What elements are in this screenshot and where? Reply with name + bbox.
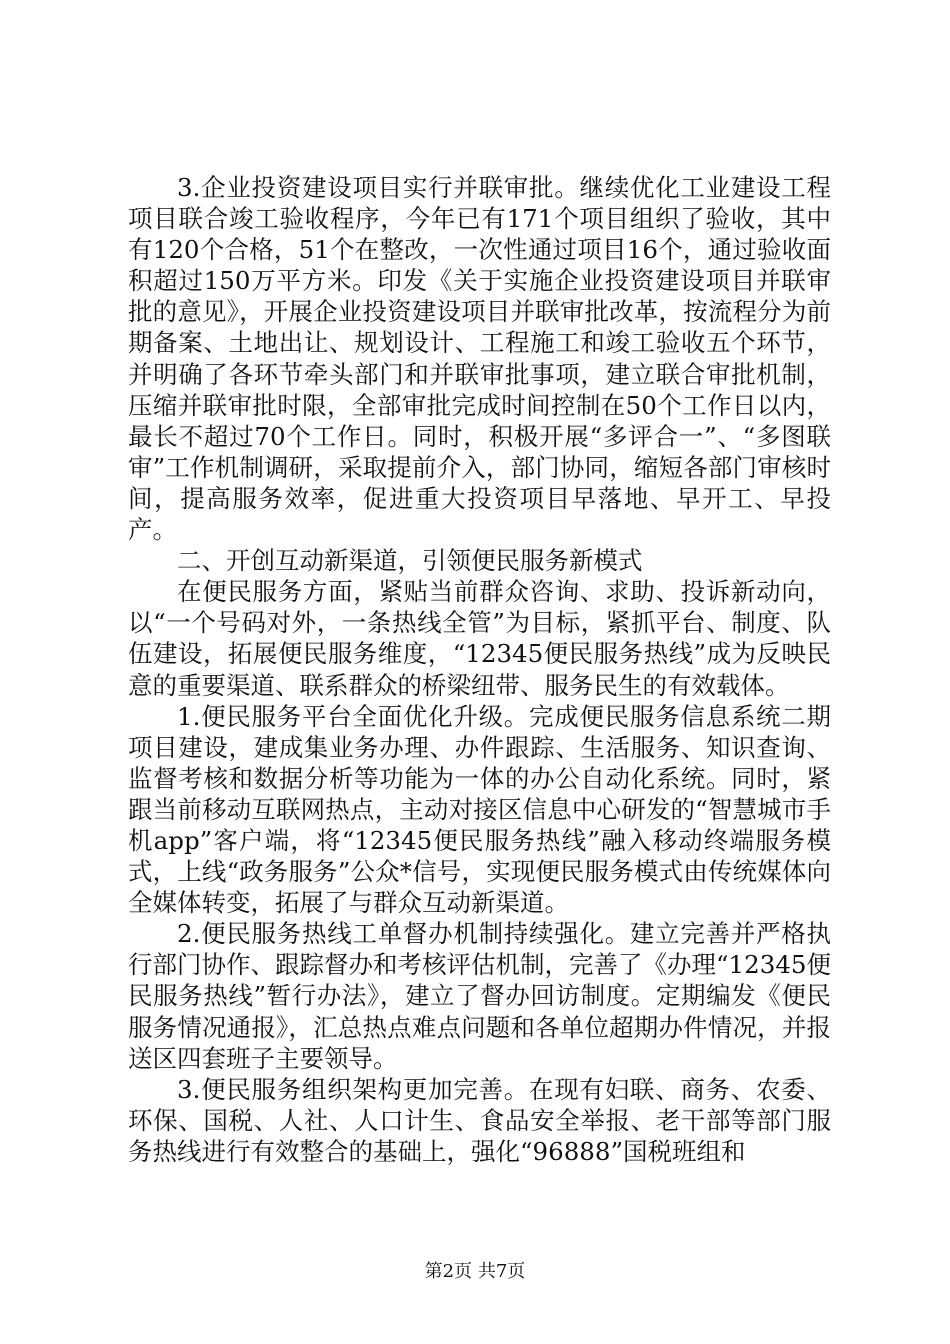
document-body <box>128 172 831 1167</box>
paragraph-platform-upgrade: 1.便民服务平台全面优化升级。完成便民服务信息系统二期项目建设，建成集业务办理、办件跟踪、生活服务、知识查询、监督考核和数据分析等功能为一体的办公自动化系统。同时，紧跟当前移动互联网热点，主动对接区信息中心研发的“智慧城市手机app”客户端，将“12345便民服务热线”融入移动终端服务模式，上线“政务服务”公众*信号，实现便民服务模式由传统媒体向全媒体转变，拓展了与群众互动新渠道。 <box>128 701 831 918</box>
paragraph-organization-structure: 3.便民服务组织架构更加完善。在现有妇联、商务、农委、环保、国税、人社、人口计生、食品安全举报、老干部等部门服务热线进行有效整合的基础上，强化“96888”国税班组和 <box>128 1074 831 1166</box>
page-number-footer: 第2页 共7页 <box>424 1261 526 1282</box>
paragraph-hotline-supervision: 2.便民服务热线工单督办机制持续强化。建立完善并严格执行部门协作、跟踪督办和考核评估机制，完善了《办理“12345便民服务热线”暂行办法》，建立了督办回访制度。定期编发《便民服务情况通报》，汇总热点难点问题和各单位超期办件情况，并报送区四套班子主要领导。 <box>128 919 831 1073</box>
paragraph-approval-reform: 3.企业投资建设项目实行并联审批。继续优化工业建设工程项目联合竣工验收程序，今年已有171个项目组织了验收，其中有120个合格，51个在整改，一次性通过项目16个，通过验收面积超过150万平方米。印发《关于实施企业投资建设项目并联审批的意见》，开展企业投资建设项目并联审批改革，按流程分为前期备案、土地出让、规划设计、工程施工和竣工验收五个环节，并明确了各环节牵头部门和并联审批事项，建立联合审批机制，压缩并联审批时限，全部审批完成时间控制在50个工作日以内，最长不超过70个工作日。同时，积极开展“多评合一”、“多图联审”工作机制调研，采取提前介入，部门协同，缩短各部门审核时间，提高服务效率，促进重大投资项目早落地、早开工、早投产。 <box>128 173 831 545</box>
paragraph-service-overview: 在便民服务方面，紧贴当前群众咨询、求助、投诉新动向，以“一个号码对外，一条热线全管”为目标，紧抓平台、制度、队伍建设，拓展便民服务维度，“12345便民服务热线”成为反映民意的重要渠道、联系群众的桥梁纽带、服务民生的有效载体。 <box>128 577 831 700</box>
section-heading-convenience-service: 二、开创互动新渠道，引领便民服务新模式 <box>177 546 643 576</box>
